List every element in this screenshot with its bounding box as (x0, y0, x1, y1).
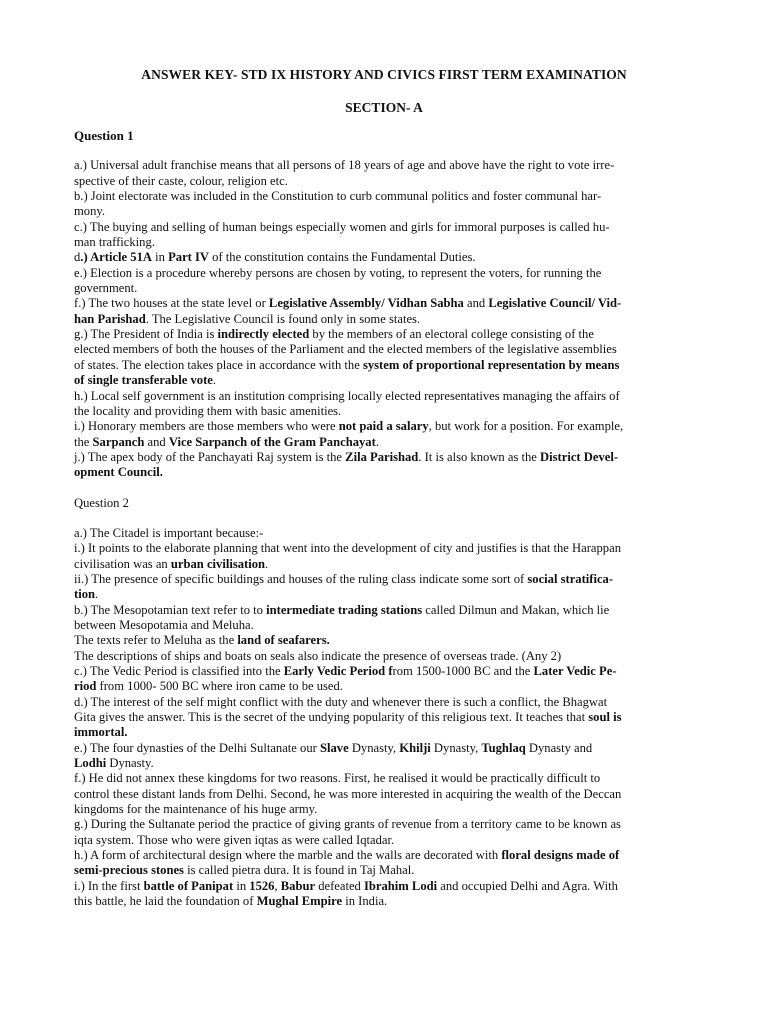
spacer (74, 481, 692, 496)
answer-1c: c.) The buying and selling of human beings especially women and girls for immoral purposes is called hu- man trafficking. (74, 219, 610, 250)
answer-2i: i.) In the first battle of Panipat in 1526, Babur defeated Ibrahim Lodi and occupied Delhi and Agra. With this battle, he laid the foundation of Mughal Empire in India. (74, 878, 618, 909)
answer-2b: b.) The Mesopotamian text refer to to intermediate trading stations called Dilmun and Makan, which lie between Mesopotamia and Meluha. The texts refer to Meluha as the land of seafarers. The descriptions of ships and boats on seals also indicate the presence of overseas trade. (Any 2) (74, 602, 610, 663)
answer-2d: d.) The interest of the self might conflict with the duty and whenever there is such a conflict, the Bhagwat Gita gives the answer. This is the secret of the undying popularity of this religious text. It teaches that soul is immortal. (74, 694, 622, 740)
answer-1f: f.) The two houses at the state level or Legislative Assembly/ Vidhan Sabha and Legislative Council/ Vid- han Parishad. The Legislative Council is found only in some states. (74, 296, 622, 326)
question-1-heading: Question 1 (74, 128, 134, 143)
answer-1i: i.) Honorary members are those members who were not paid a salary, but work for a position. For example, the Sarpanch and Vice Sarpanch of the Gram Panchayat. (74, 419, 624, 449)
answer-2h: h.) A form of architectural design where the marble and the walls are decorated with floral designs made of semi-precious stones is called pietra dura. It is found in Taj Mahal. (74, 848, 620, 878)
answer-1h: h.) Local self government is an institution comprising locally elected representatives managing the affairs of the locality and providing them with basic amenities. (74, 388, 620, 418)
answer-1j: j.) The apex body of the Panchayati Raj system is the Zila Parishad. It is also known as the District Devel- opment Council. (74, 449, 619, 480)
answer-1a: a.) Universal adult franchise means that all persons of 18 years of age and above have the right to vote irre- spective of their caste, colour, religion etc. (74, 158, 615, 188)
document-title: ANSWER KEY- STD IX HISTORY AND CIVICS FIRST TERM EXAMINATION (141, 67, 627, 82)
answer-1g: g.) The President of India is indirectly elected by the members of an electoral college consisting of the elected members of both the houses of the Parliament and the elected members of the legislative assemblies of states. The election takes place in accordance with the system of proportional representation by means of single transferable vote. (74, 327, 620, 388)
section-heading: SECTION- A (345, 100, 423, 115)
answer-1b: b.) Joint electorate was included in the Constitution to curb communal politics and foster communal har- mony. (74, 189, 602, 219)
answer-2e: e.) The four dynasties of the Delhi Sultanate our Slave Dynasty, Khilji Dynasty, Tughlaq Dynasty and Lodhi Dynasty. (74, 740, 593, 771)
answer-1d: d.) Article 51A in Part IV of the constitution contains the Fundamental Duties. (74, 250, 476, 265)
answer-2a: a.) The Citadel is important because:- i.) It points to the elaborate planning that went into the development of city and justifies is that the Harappan civilisation was an urban civilisation. ii.) The presence of specific buildings and houses of the ruling class indicate some sort of social stratifica- tion. (74, 525, 621, 602)
answer-2f: f.) He did not annex these kingdoms for two reasons. First, he realised it would be practically difficult to control these distant lands from Delhi. Second, he was more interested in acquiring the wealth of the Deccan kingdoms for the maintenance of his huge army. (74, 771, 622, 817)
answer-2c: c.) The Vedic Period is classified into the Early Vedic Period from 1500-1000 BC and the Later Vedic Pe- riod from 1000- 500 BC where iron came to be used. (74, 664, 617, 694)
answer-1e: e.) Election is a procedure whereby persons are chosen by voting, to represent the voters, for running the government. (74, 265, 602, 296)
question-2-heading: Question 2 (74, 495, 129, 510)
document-body (74, 128, 692, 910)
answer-2g: g.) During the Sultanate period the practice of giving grants of revenue from a territory came to be known as iqta system. Those who were given iqtas as were called Iqtadar. (74, 817, 621, 847)
